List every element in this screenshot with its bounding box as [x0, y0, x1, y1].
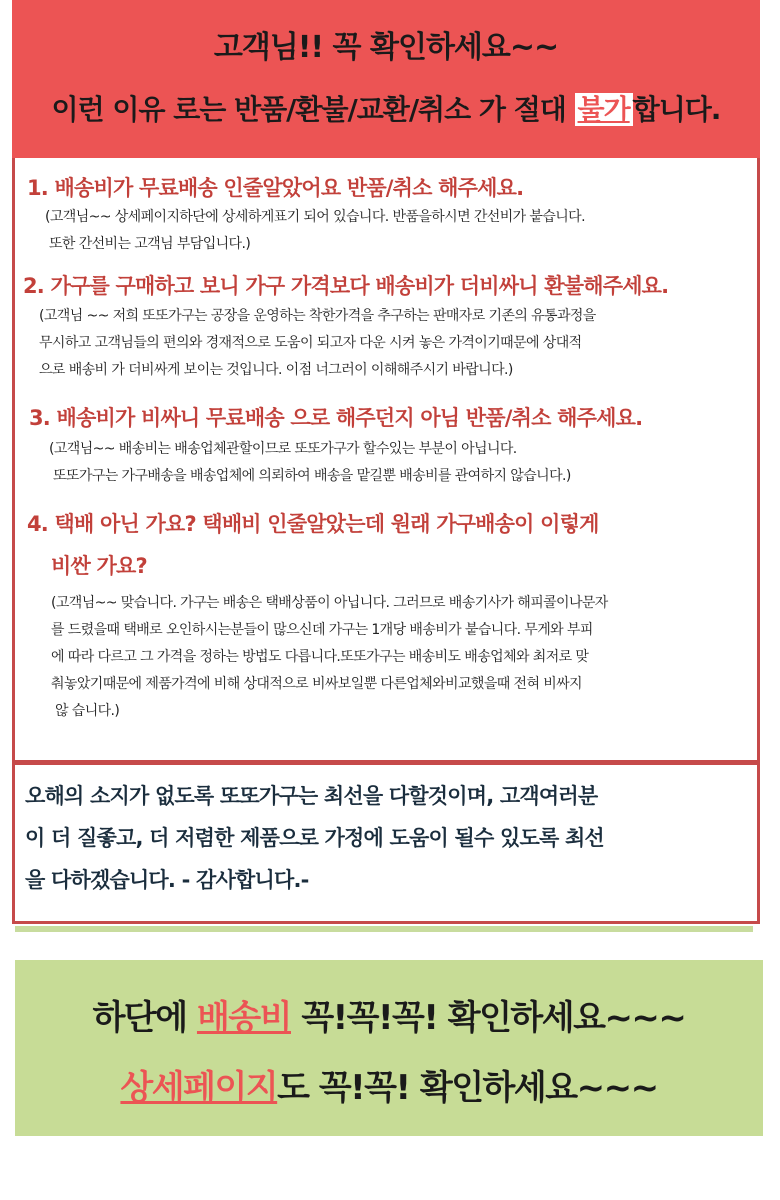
- item-1-title: 1. 배송비가 무료배송 인줄알았어요 반품/취소 해주세요.: [27, 176, 524, 200]
- footer-detail-highlight: 상세페이지: [120, 1068, 278, 1108]
- item-2-title: 2. 가구를 구매하고 보니 가구 가격보다 배송비가 더비싸니 환불해주세요.: [23, 274, 669, 298]
- footer-banner: [15, 960, 763, 1136]
- closing-line: 을 다하겠습니다. - 감사합니다.-: [25, 868, 309, 892]
- header-sub-highlight: 불가: [575, 93, 633, 126]
- header-subtitle: [12, 88, 760, 128]
- item-4-note-line: 춰놓았기때문에 제품가격에 비해 상대적으로 비싸보일뿐 다른업체와비교했을때 전혀 비싸지: [51, 676, 582, 692]
- item-3-note: [49, 436, 571, 490]
- closing-line: 오해의 소지가 없도록 또또가구는 최선을 다할것이며, 고객여러분: [25, 784, 598, 808]
- footer-shipping-highlight: 배송비: [196, 998, 291, 1038]
- footer-line-1-before: 하단에: [92, 998, 197, 1038]
- item-4-note-line: 않 습니다.): [55, 703, 120, 719]
- notice-header: [12, 0, 760, 158]
- item-2-note: [39, 303, 596, 384]
- closing-line: 이 더 질좋고, 더 저렴한 제품으로 가정에 도움이 될수 있도록 최선: [25, 826, 604, 850]
- reasons-box: [12, 158, 760, 763]
- item-2-note-line: 무시하고 고객님들의 편의와 경재적으로 도움이 되고자 다운 시켜 놓은 가격이기때문에 상대적: [39, 335, 582, 351]
- divider-strip: [15, 926, 753, 932]
- item-2-note-line: (고객님 ~~ 저희 또또가구는 공장을 운영하는 착한가격을 추구하는 판매자로 기존의 유통과정을: [39, 308, 596, 324]
- closing-box: [12, 762, 760, 924]
- header-sub-before: 이런 이유 로는 반품/환불/교환/취소 가 절대: [51, 93, 575, 126]
- item-4-note-line: (고객님~~ 맞습니다. 가구는 배송은 택배상품이 아닙니다. 그러므로 배송기사가 해피콜이나문자: [51, 595, 608, 611]
- item-4-title: 4. 택배 아닌 가요? 택배비 인줄알았는데 원래 가구배송이 이렇게: [27, 512, 599, 536]
- header-title: 고객님!! 꼭 확인하세요~~: [213, 30, 559, 65]
- item-1-note: [45, 204, 585, 258]
- footer-line-1-after: 꼭!꼭!꼭! 확인하세요~~~: [291, 998, 686, 1038]
- item-1-note-line: (고객님~~ 상세페이지하단에 상세하게표기 되어 있습니다. 반품을하시면 간선비가 붙습니다.: [45, 209, 585, 225]
- closing-message: [25, 775, 750, 901]
- footer-line-2: [15, 1060, 763, 1109]
- item-3-note-line: 또또가구는 가구배송을 배송업체에 의뢰하여 배송을 맡길뿐 배송비를 관여하지 않습니다.): [53, 468, 571, 484]
- item-2-note-line: 으로 배송비 가 더비싸게 보이는 것입니다. 이점 너그러이 이해해주시기 바랍니다.): [39, 362, 513, 378]
- item-1-note-line: 또한 간선비는 고객님 부담입니다.): [49, 236, 251, 252]
- header-sub-after: 합니다.: [632, 93, 721, 126]
- footer-line-1: [15, 990, 763, 1039]
- item-4-note-line: 에 따라 다르고 그 가격을 정하는 방법도 다릅니다.또또가구는 배송비도 배송업체와 최저로 맞: [51, 649, 589, 665]
- item-4-note: [51, 590, 608, 725]
- footer-line-2-after: 도 꼭!꼭! 확인하세요~~~: [277, 1068, 658, 1108]
- item-4-note-line: 를 드렸을때 택배로 오인하시는분들이 많으신데 가구는 1개당 배송비가 붙습니다. 무게와 부피: [51, 622, 593, 638]
- item-4-title-cont: 비싼 가요?: [51, 554, 147, 578]
- item-3-title: 3. 배송비가 비싸니 무료배송 으로 해주던지 아님 반품/취소 해주세요.: [29, 406, 643, 430]
- item-3-note-line: (고객님~~ 배송비는 배송업체관할이므로 또또가구가 할수있는 부분이 아닙니다.: [49, 441, 517, 457]
